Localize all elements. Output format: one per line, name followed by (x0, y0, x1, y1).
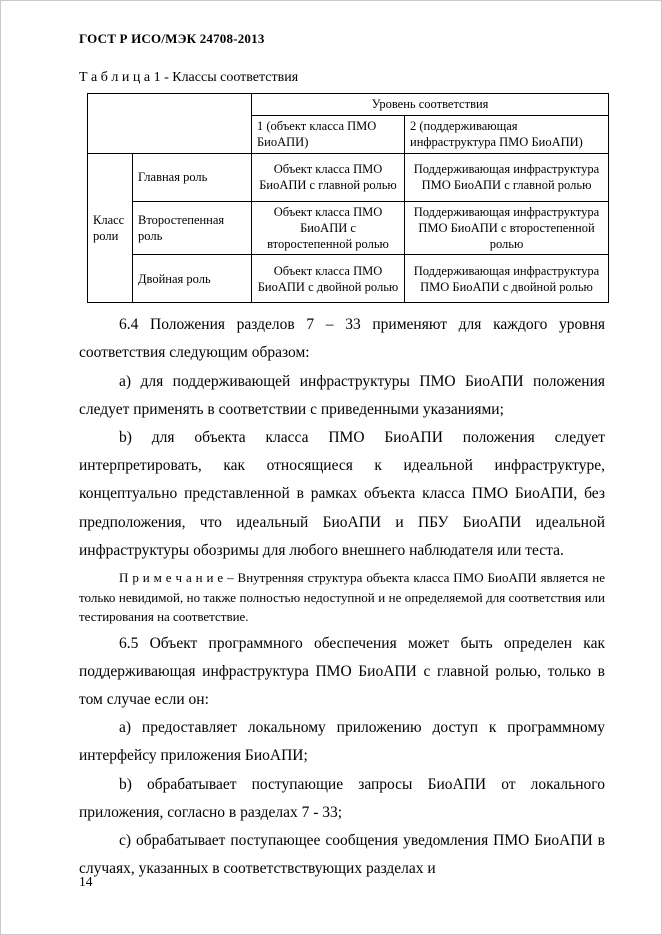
paragraph-6-5-item-c: c) обрабатывает поступающее сообщения уведомления ПМО БиоАПИ в случаях, указанных в соответствствующих разделах и (79, 832, 605, 878)
column-2-header-cell: 2 (поддерживающая инфраструктура ПМО БиоАПИ) (405, 116, 609, 154)
level-of-conformance-header-cell: Уровень соответствия (252, 94, 609, 116)
page-number: 14 (79, 874, 93, 889)
paragraph-6-4-item-a: a) для поддерживающей инфраструктуры ПМО БиоАПИ положения следует применять в соответствии с приведенными указаниями; (79, 372, 605, 418)
table-cell-object-dual-role: Объект класса ПМО БиоАПИ с двойной ролью (252, 255, 405, 303)
table-cell-object-main-role: Объект класса ПМО БиоАПИ с главной ролью (252, 153, 405, 201)
table-row-main-role (88, 153, 609, 201)
table-cell-infrastructure-secondary-role: Поддерживающая инфраструктура ПМО БиоАПИ с второстепенной ролью (405, 201, 609, 255)
table-row-dual-role (88, 255, 609, 303)
conformance-classes-table (87, 93, 609, 303)
paragraph-6-4: 6.4 Положения разделов 7 – 33 применяют для каждого уровня соответствия следующим образом: (79, 316, 605, 362)
paragraph-6-5-item-a: a) предоставляет локальному приложению доступ к программному интерфейсу приложения БиоАПИ; (79, 719, 605, 765)
column-1-header-cell: 1 (объект класса ПМО БиоАПИ) (252, 116, 405, 154)
table-caption: Т а б л и ц а 1 - Классы соответствия (79, 70, 299, 85)
role-label-cell: Двойная роль (133, 255, 252, 303)
paragraph-6-5: 6.5 Объект программного обеспечения может быть определен как поддерживающая инфраструктура ПМО БиоАПИ с главной ролью, только в том случае если он: (79, 634, 605, 708)
table-cell-infrastructure-main-role: Поддерживающая инфраструктура ПМО БиоАПИ с главной ролью (405, 153, 609, 201)
role-label-cell: Второстепенная роль (133, 201, 252, 255)
note-paragraph: П р и м е ч а н и е – Внутренняя структура объекта класса ПМО БиоАПИ является не только невидимой, но также полностью недоступной и не определяемой для соответствия или тестирования на соответствие. (79, 570, 605, 625)
table-empty-corner-cell (88, 94, 252, 154)
paragraph-6-4-item-b: b) для объекта класса ПМО БиоАПИ положения следует интерпретировать, как относящиеся к идеальной инфраструктуре, концептуально представленной в рамках объекта класса ПМО БиоАПИ, без предположения, что идеальный БиоАПИ и ПБУ БиоАПИ идеальной инфраструктуры обозримы для любого внешнего наблюдателя или теста. (79, 429, 605, 559)
document-standard-number: ГОСТ Р ИСО/МЭК 24708-2013 (79, 31, 265, 46)
document-body (79, 311, 605, 883)
role-label-cell: Главная роль (133, 153, 252, 201)
table-cell-object-secondary-role: Объект класса ПМО БиоАПИ с второстепенной ролью (252, 201, 405, 255)
table-row-secondary-role (88, 201, 609, 255)
table-cell-infrastructure-dual-role: Поддерживающая инфраструктура ПМО БиоАПИ с двойной ролью (405, 255, 609, 303)
row-group-label-cell: Класс роли (88, 153, 133, 303)
paragraph-6-5-item-b: b) обрабатывает поступающие запросы БиоАПИ от локального приложения, согласно в разделах 7 - 33; (79, 775, 605, 821)
table-header-row-1 (88, 94, 609, 116)
